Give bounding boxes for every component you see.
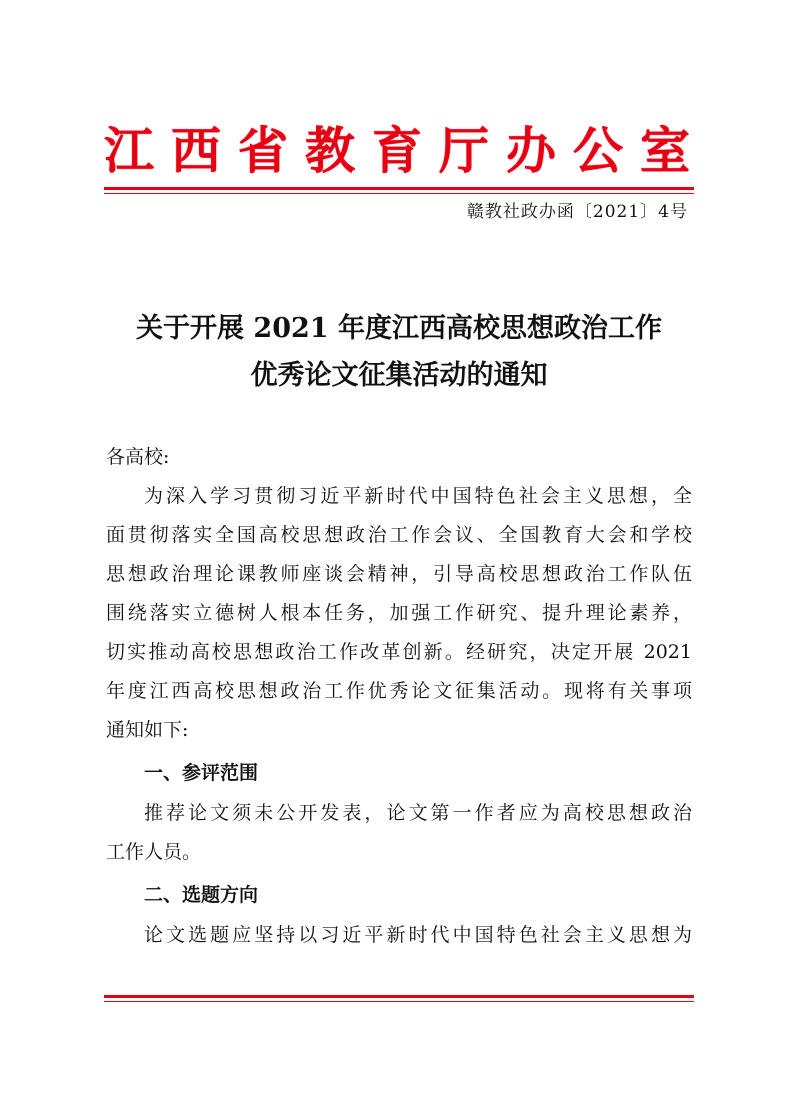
intro-line: 思想政治理论课教师座谈会精神，引导高校思想政治工作队伍 [106, 563, 692, 585]
intro-line: 切实推动高校思想政治工作改革创新。经研究，决定开展 2021 [106, 641, 692, 663]
footer-rule-thin [104, 1001, 694, 1002]
intro-line: 面贯彻落实全国高校思想政治工作会议、全国教育大会和学校 [106, 524, 692, 546]
intro-line: 通知如下: [106, 719, 189, 741]
footer-rule-thick [104, 995, 694, 998]
intro-line: 年度江西高校思想政治工作优秀论文征集活动。现将有关事项 [106, 680, 692, 702]
issuing-office-header: 江西省教育厅办公室 [104, 121, 707, 180]
section-body-line: 工作人员。 [106, 841, 202, 863]
header-rule-thin [104, 193, 694, 194]
intro-line: 为深入学习贯彻习近平新时代中国特色社会主义思想，全 [144, 485, 692, 507]
section-body-line: 论文选题应坚持以习近平新时代中国特色社会主义思想为 [144, 924, 692, 946]
section-heading-scope: 一、参评范围 [144, 762, 259, 784]
section-heading-topics: 二、选题方向 [144, 884, 259, 906]
document-number: 赣教社政办函〔2021〕4号 [466, 202, 688, 222]
section-body-line: 推荐论文须未公开发表，论文第一作者应为高校思想政治 [144, 802, 692, 824]
salutation: 各高校: [106, 446, 170, 468]
document-title-line-1: 关于开展 2021 年度江西高校思想政治工作 [136, 313, 662, 344]
document-title-line-2: 优秀论文征集活动的通知 [250, 360, 548, 391]
intro-line: 围绕落实立德树人根本任务，加强工作研究、提升理论素养， [106, 602, 692, 624]
header-rule-thick [104, 187, 694, 190]
